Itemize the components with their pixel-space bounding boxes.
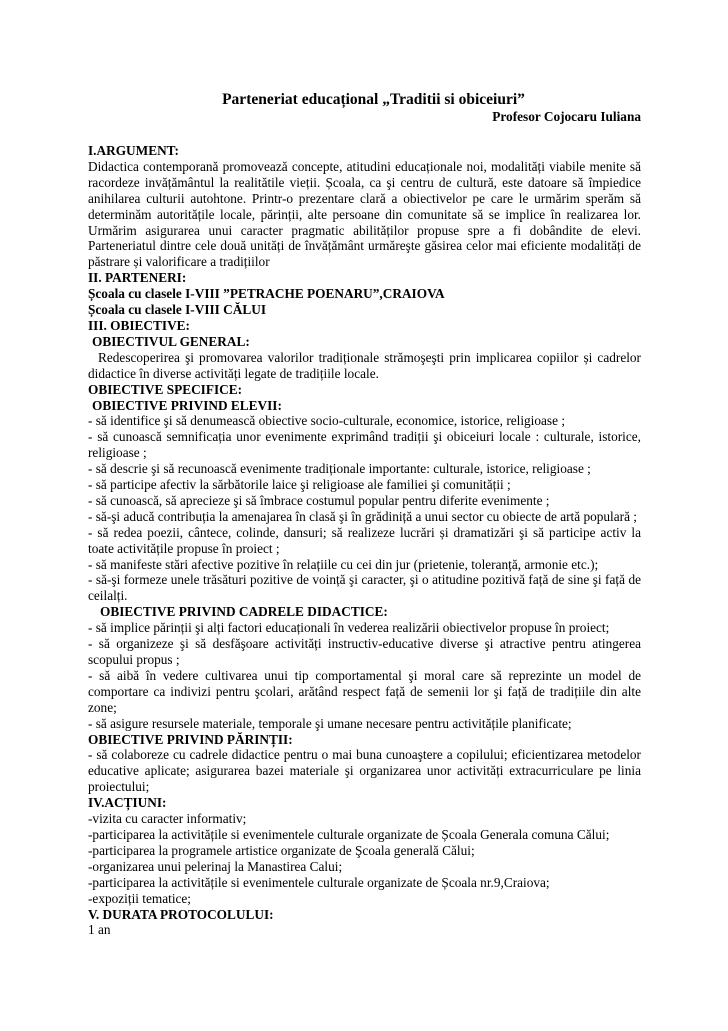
list-item: -expoziții tematice; xyxy=(88,890,192,906)
list-item: - să asigure resursele materiale, temporale şi umane necesare pentru activitățile planificate; xyxy=(88,715,572,731)
list-item: - să-şi aducă contribuția la amenajarea în clasă şi în grădiniță a unui sector cu obiecte de artă populară ; xyxy=(88,508,637,524)
list-item: - să descrie şi să recunoască evenimente tradiționale importante: culturale, istorice, religioase ; xyxy=(88,461,591,477)
specific-objectives-heading: OBIECTIVE SPECIFICE: xyxy=(88,381,243,397)
partner-2: Școala cu clasele I-VIII CĂLUI xyxy=(88,302,267,318)
general-objective-heading: OBIECTIVUL GENERAL: xyxy=(92,333,250,349)
list-item: -participarea la programele artistice organizate de Şcoala generală Călui; xyxy=(88,842,475,858)
list-item: -vizita cu caracter informativ; xyxy=(88,811,247,827)
objectives-heading: III. OBIECTIVE: xyxy=(88,317,190,333)
general-objective-body: Redescoperirea şi promovarea valorilor tradiționale strămoşeşti prin implicarea copiilor și cadrelor didactice în diverse activități legate de tradițiile locale. xyxy=(88,349,641,381)
list-item: - să cunoască, să aprecieze şi să îmbrace costumul popular pentru diferite evenimente ; xyxy=(88,492,550,508)
list-item: - să redea poezii, cântece, colinde, dansuri; să realizeze lucrări și dramatizări şi să participe activ la toate activitățile propuse în proiect ; xyxy=(88,524,641,556)
actions-list xyxy=(88,811,641,906)
list-item: -participarea la activitățile si evenimentele culturale organizate de Școala Generala comuna Călui; xyxy=(88,826,610,842)
argument-heading: I.ARGUMENT: xyxy=(88,143,179,158)
list-item: - să cunoască semnificația unor evenimente exprimând tradiții şi obiceiuri locale : culturale, istorice, religioase ; xyxy=(88,429,641,461)
teachers-objectives-list xyxy=(88,620,641,731)
partners-heading: II. PARTENERI: xyxy=(88,270,187,286)
duration-value: 1 an xyxy=(88,922,111,938)
duration-heading: V. DURATA PROTOCOLULUI: xyxy=(88,906,274,922)
list-item: - să identifice şi să denumească obiective socio-culturale, economice, istorice, religioase ; xyxy=(88,413,566,429)
list-item: - să aibă în vedere cultivarea unui tip comportamental şi moral care să reprezinte un model de comportare ca indivizi pentru şcolari, arătând respect față de semenii lor şi față de tradițiile din alte zone; xyxy=(88,667,641,715)
list-item: -organizarea unui pelerinaj la Manastirea Calui; xyxy=(88,858,343,874)
document-page xyxy=(88,91,641,938)
actions-heading: IV.ACȚIUNI: xyxy=(88,795,167,811)
list-item: - să manifeste stări afective pozitive în relațiile cu cei din jur (prietenie, toleranță, armonie etc.); xyxy=(88,556,599,572)
document-title: Parteneriat educațional „Traditii si obiceiuri” xyxy=(222,91,525,108)
list-item: -participarea la activitățile si evenimentele culturale organizate de Școala nr.9,Craiova; xyxy=(88,874,550,890)
list-item: - să organizeze şi să desfăşoare activități instructiv-educative diverse şi atractive pentru atingerea scopului propus ; xyxy=(88,636,641,667)
list-item: - să implice părinții şi alți factori educaționali în vederea realizării obiectivelor propuse în proiect; xyxy=(88,620,610,636)
document-author: Profesor Cojocaru Iuliana xyxy=(492,109,641,124)
students-objectives-heading: OBIECTIVE PRIVIND ELEVII: xyxy=(92,397,282,413)
students-objectives-list xyxy=(88,413,641,604)
parents-objectives-body: - să colaboreze cu cadrele didactice pentru o mai buna cunoaştere a copilului; eficientizarea metodelor educative aplicate; asigurarea bazei materiale şi organizarea unor activități extracurriculare pe linia proiectului; xyxy=(88,747,641,795)
argument-body: Didactica contemporană promovează concepte, atitudini educaționale noi, modalități viabile menite să racordeze invățământul la realitătile vieții. Școala, ca şi centru de cultură, este datoare să împiedice anihilarea culturii autohtone. Printr-o prezentare clară a obiectivelor pe care le urmărim sperăm să determinăm autoritățile locale, părinții, alte persoane din comunitate să se implice în realizarea lor. Urmărim asigurarea unui caracter pragmatic abilităților propuse spre a fi dobândite de elevi. Parteneriatul dintre cele două unități de învățământ urmăreşte găsirea celor mai eficiente modalități de păstrare și valorificare a tradițiilor xyxy=(88,158,641,270)
parents-objectives-heading: OBIECTIVE PRIVIND PĂRINȚII: xyxy=(88,731,293,747)
teachers-objectives-heading: OBIECTIVE PRIVIND CADRELE DIDACTICE: xyxy=(100,604,388,620)
list-item: - să participe afectiv la sărbătorile laice şi religioase ale familiei şi comunității ; xyxy=(88,477,511,493)
partner-1: Școala cu clasele I-VIII ”PETRACHE POENARU”,CRAIOVA xyxy=(88,286,445,302)
list-item: - să-şi formeze unele trăsături pozitive de voință şi caracter, şi o atitudine pozitivă față de sine şi față de ceilalți. xyxy=(88,572,641,604)
